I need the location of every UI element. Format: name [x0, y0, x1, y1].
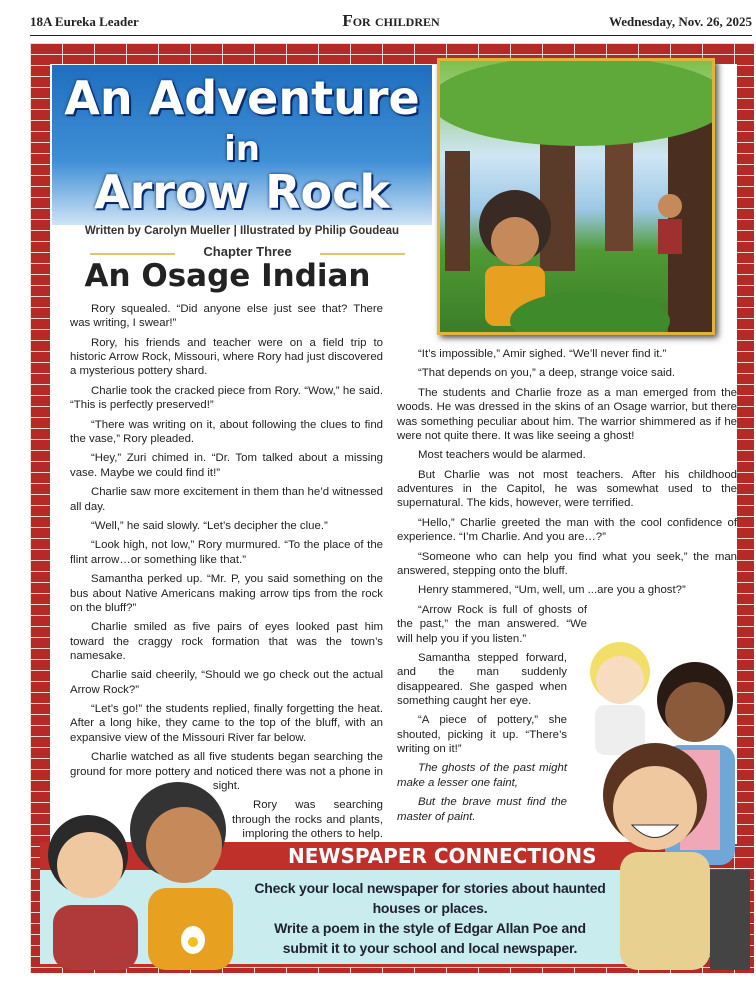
forest-illustration: [437, 58, 715, 335]
page-number-publication: 18A Eureka Leader: [30, 14, 139, 29]
chapter-title: An Osage Indian: [84, 258, 371, 294]
byline: Written by Carolyn Mueller | Illustrated by Philip Goudeau: [84, 225, 400, 237]
paragraph: Rory was searching through the rocks and plants, imploring the others to help.: [232, 799, 383, 840]
paragraph: Charlie watched as all five students began searching the ground for more pottery and noticed there was not a phone in sight.: [70, 751, 383, 792]
paragraph: Charlie saw more excitement in them than he’d witnessed all day.: [70, 486, 383, 513]
paragraph: Rory, his friends and teacher were on a field trip to historic Arrow Rock, Missouri, where Rory had just discovered a mysterious pottery shard.: [70, 336, 383, 378]
paragraph: The students and Charlie froze as a man emerged from the woods. He was dressed in the skins of an Osage warrior, but there was something peculiar about him. The warrior shimmered as if he were not quite there. It was like seeing a ghost!: [397, 386, 737, 442]
title-line-1: An Adventure: [64, 71, 420, 125]
paragraph: “It’s impossible,” Amir sighed. “We’ll never find it.”: [418, 348, 667, 360]
connections-line-1: Check your local newspaper for stories about haunted houses or places.: [254, 880, 606, 916]
title-panel: [52, 65, 432, 225]
paragraph: “Hey,” Zuri chimed in. “Dr. Tom talked about a missing vase. Maybe we could find it!”: [70, 452, 383, 479]
paragraph: “Well,” he said slowly. “Let’s decipher the clue.”: [91, 519, 328, 532]
paragraph: “Let’s go!” the students replied, finally forgetting the heat. After a long hike, they came to the top of the bluff, with an expansive view of the Missouri River far below.: [70, 703, 383, 744]
kids-right-illustration-icon: [570, 630, 756, 970]
paragraph: “There was writing on it, about following the clues to find the vase,” Rory pleaded.: [70, 418, 383, 445]
chapter-label: [90, 244, 405, 259]
poem-line: The ghosts of the past might make a lesser one faint,: [397, 762, 567, 789]
title-line-3: Arrow Rock: [94, 165, 390, 219]
paragraph: But Charlie was not most teachers. After his childhood adventures in the Capitol, he was somewhat used to the supernatural. The kids, however, were terrified.: [397, 468, 737, 510]
connections-line-2: Write a poem in the style of Edgar Allan Poe and submit it to your school and local newspaper.: [274, 920, 586, 956]
paragraph: “A piece of pottery,” she shouted, picking it up. “There’s writing on it!”: [397, 714, 567, 755]
kids-left-illustration-icon: [38, 770, 278, 970]
paragraph: “Hello,” Charlie greeted the man with the cool confidence of experience. “I’m Charlie. And you are…?”: [397, 516, 737, 544]
newspaper-connections-heading: NEWSPAPER CONNECTIONS: [40, 842, 640, 870]
section-title: For children: [342, 11, 440, 30]
paragraph: “That depends on you,” a deep, strange voice said.: [418, 367, 676, 380]
paragraph: Samantha perked up. “Mr. P, you said something on the bus about Native Americans making arrow tips from the rock on the bluff?”: [70, 573, 383, 614]
paragraph: “Arrow Rock is full of ghosts of the past,” the man answered. “We will help you if you listen.”: [397, 603, 587, 645]
paragraph: Most teachers would be alarmed.: [418, 449, 586, 462]
paragraph: Charlie took the cracked piece from Rory. “Wow,” he said. “This is perfectly preserved!”: [70, 384, 383, 412]
paragraph: Charlie smiled as five pairs of eyes looked past him toward the craggy rock formation that was the town’s namesake.: [70, 621, 383, 662]
paragraph: Rory squealed. “Did anyone else just see that? There was writing, I swear!”: [70, 303, 383, 330]
paragraph: Henry stammered, “Um, well, um ...are you a ghost?”: [418, 584, 686, 597]
forest-scene-icon: [440, 61, 715, 335]
left-column: [70, 302, 383, 846]
chapter-text: Chapter Three: [203, 244, 292, 259]
poem-line: But the brave must find the master of paint.: [397, 796, 567, 823]
page-header: [30, 8, 752, 36]
paragraph: Charlie said cheerily, “Should we go check out the actual Arrow Rock?”: [70, 669, 383, 696]
paragraph: “Someone who can help you find what you seek,” the man answered, stepping onto the bluff.: [397, 550, 737, 577]
paragraph: “Look high, not low,” Rory murmured. “To the place of the flint arrow…or something like that.”: [70, 539, 383, 566]
issue-date: Wednesday, Nov. 26, 2025: [608, 14, 752, 29]
title-line-2: in: [224, 129, 260, 169]
paragraph: Samantha stepped forward, and the man suddenly disappeared. She gasped when something caught her eye.: [397, 652, 567, 707]
